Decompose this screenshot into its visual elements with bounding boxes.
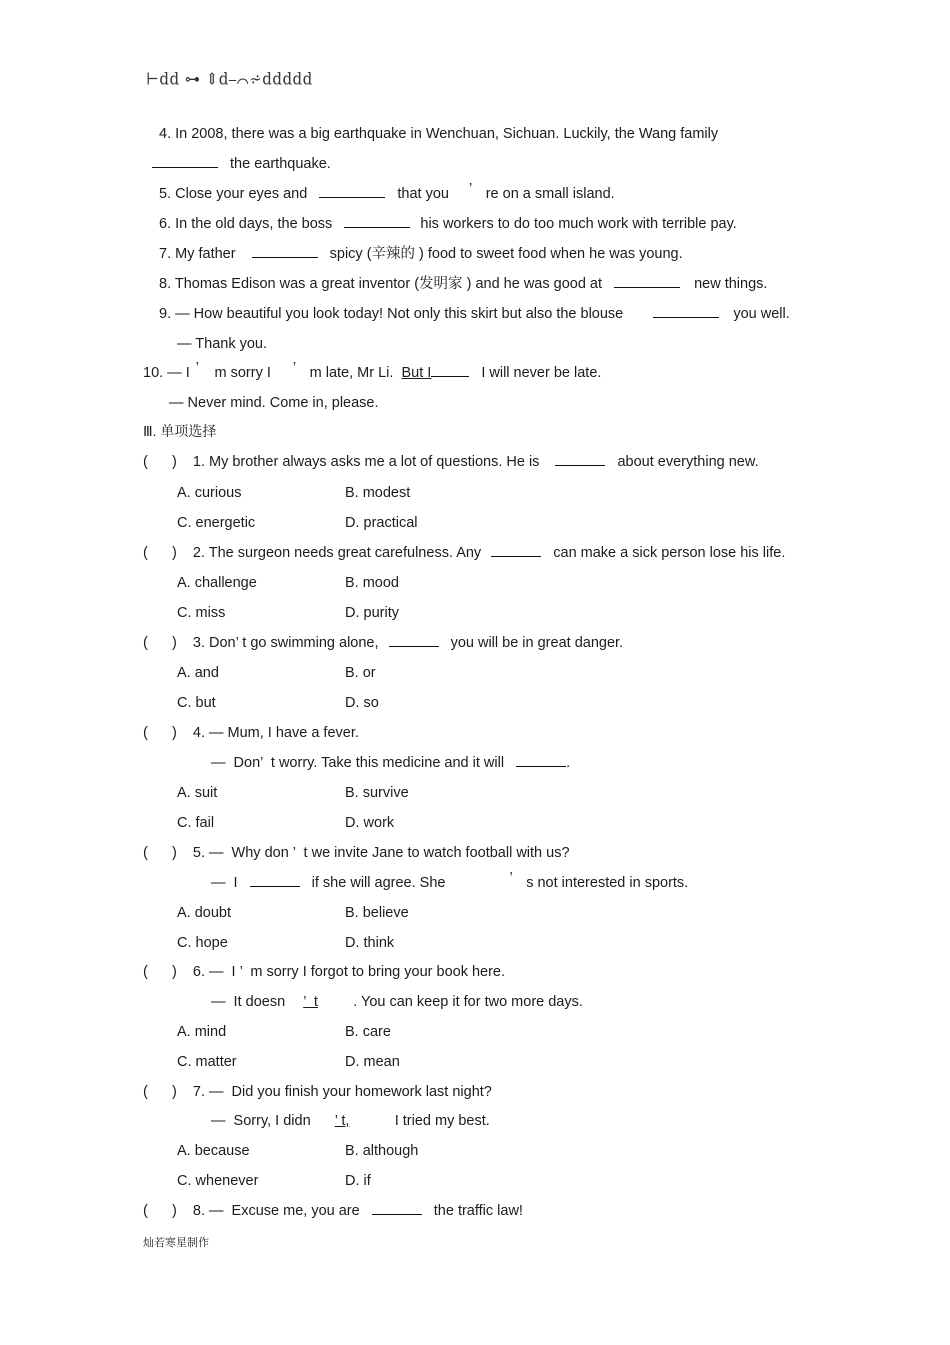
answer-blank[interactable] (555, 453, 605, 466)
answer-blank[interactable] (516, 754, 566, 767)
fill-item-5 (159, 181, 615, 203)
fill-item-text: m sorry I (214, 365, 271, 381)
header-scribble: ⊢dd ⊶ ⇕d⎯⌒⩫ddddd (146, 69, 313, 89)
option-c[interactable]: C. energetic (177, 515, 256, 531)
answer-blank[interactable] (491, 544, 541, 557)
apostrophe: ’ (195, 360, 199, 376)
option-c[interactable]: C. matter (177, 1054, 237, 1070)
fill-item-6 (159, 215, 737, 233)
fill-item-8 (159, 275, 767, 293)
option-b[interactable]: B. believe (345, 905, 409, 921)
answer-blank[interactable] (372, 1202, 422, 1215)
fill-item-text: the earthquake. (230, 156, 331, 172)
option-c[interactable]: C. miss (177, 605, 226, 621)
underlined-blank[interactable]: ’ t (303, 994, 318, 1010)
mcq-8 (143, 1202, 523, 1220)
mcq-5-reply (211, 870, 689, 892)
answer-paren[interactable]: ( ) (143, 964, 177, 980)
option-b[interactable]: B. care (345, 1024, 391, 1040)
mcq-4-reply (211, 754, 570, 772)
apostrophe: ’ (292, 360, 296, 376)
answer-blank[interactable] (152, 155, 218, 168)
mcq-3 (143, 634, 623, 652)
apostrophe: ’ (469, 181, 472, 197)
question-text: 1. My brother always asks me a lot of questions. He is (192, 454, 540, 470)
fill-item-text: 8. Thomas Edison was a great inventor (发明家 ) and he was good at (159, 276, 603, 292)
question-text: — Don’ t worry. Take this medicine and it will (211, 755, 505, 771)
fill-item-text: m late, Mr Li. (309, 365, 394, 381)
option-b[interactable]: B. although (345, 1143, 419, 1159)
question-text: — I (211, 875, 238, 891)
fill-item-text: re on a small island. (485, 186, 615, 202)
fill-item-9 (159, 305, 790, 323)
mcq-7 (143, 1083, 492, 1101)
question-text: about everything new. (617, 454, 759, 470)
answer-paren[interactable]: ( ) (143, 845, 177, 861)
mcq-6 (143, 963, 505, 981)
option-d[interactable]: D. practical (345, 515, 418, 531)
option-b[interactable]: B. survive (345, 785, 409, 801)
option-b[interactable]: B. modest (345, 485, 411, 501)
fill-item-text: 5. Close your eyes and (159, 186, 308, 202)
answer-blank[interactable] (250, 874, 300, 887)
answer-paren[interactable]: ( ) (143, 1203, 177, 1219)
fill-item-text: you well. (733, 306, 790, 322)
apostrophe: ’ (509, 870, 513, 886)
option-d[interactable]: D. if (345, 1173, 371, 1189)
question-text: s not interested in sports. (526, 875, 689, 891)
fill-item-text: 9. — How beautiful you look today! Not only this skirt but also the blouse (159, 306, 624, 322)
question-text: can make a sick person lose his life. (553, 545, 786, 561)
fill-item-text: 10. — I (143, 365, 190, 381)
question-text: the traffic law! (433, 1203, 523, 1219)
underlined-text: But I (401, 365, 432, 381)
mcq-4 (143, 724, 359, 742)
mcq-2 (143, 544, 785, 562)
mcq-7-reply (211, 1112, 490, 1130)
answer-paren[interactable]: ( ) (143, 725, 177, 741)
answer-blank[interactable] (653, 305, 719, 318)
fill-item-text: spicy (辛辣的 ) food to sweet food when he was young. (329, 246, 683, 262)
fill-item-9-reply: — Thank you. (177, 336, 268, 352)
question-text: you will be in great danger. (450, 635, 624, 651)
option-c[interactable]: C. fail (177, 815, 215, 831)
mcq-6-reply (211, 993, 583, 1011)
fill-item-text: new things. (694, 276, 768, 292)
answer-paren[interactable]: ( ) (143, 545, 177, 561)
option-a[interactable]: A. challenge (177, 575, 257, 591)
answer-paren[interactable]: ( ) (143, 635, 177, 651)
fill-item-text: 6. In the old days, the boss (159, 216, 333, 232)
underlined-blank[interactable]: ’ t, (334, 1113, 350, 1129)
fill-item-7 (159, 245, 683, 263)
fill-item-text: 4. In 2008, there was a big earthquake in Wenchuan, Sichuan. Luckily, the Wang family (159, 126, 719, 142)
option-c[interactable]: C. whenever (177, 1173, 259, 1189)
answer-paren[interactable]: ( ) (143, 1084, 177, 1100)
mcq-1 (143, 453, 759, 471)
fill-item-10-reply: — Never mind. Come in, please. (169, 395, 379, 411)
section-title: Ⅲ. 单项选择 (143, 423, 217, 439)
fill-item-text: 7. My father (159, 246, 236, 262)
fill-item-text: his workers to do too much work with terrible pay. (420, 216, 737, 232)
option-a[interactable]: A. curious (177, 485, 242, 501)
option-b[interactable]: B. mood (345, 575, 399, 591)
question-text: . (566, 755, 571, 771)
option-b[interactable]: B. or (345, 665, 376, 681)
option-d[interactable]: D. think (345, 935, 395, 951)
question-text: 5. — Why don ’ t we invite Jane to watch football with us? (192, 845, 570, 861)
question-text: 3. Don’ t go swimming alone, (192, 635, 379, 651)
question-text: — Sorry, I didn (211, 1113, 311, 1129)
question-text: 6. — I ’ m sorry I forgot to bring your book here. (192, 964, 506, 980)
question-text: . You can keep it for two more days. (353, 994, 583, 1010)
question-text: 2. The surgeon needs great carefulness. Any (192, 545, 482, 561)
answer-blank[interactable] (319, 185, 385, 198)
question-text: 7. — Did you finish your homework last night? (192, 1084, 492, 1100)
option-a[interactable]: A. doubt (177, 905, 232, 921)
answer-blank[interactable] (344, 215, 410, 228)
option-d[interactable]: D. mean (345, 1054, 400, 1070)
question-text: if she will agree. She (311, 875, 446, 891)
answer-blank[interactable] (252, 245, 318, 258)
option-d[interactable]: D. so (345, 695, 379, 711)
option-d[interactable]: D. work (345, 815, 395, 831)
option-a[interactable]: A. mind (177, 1024, 227, 1040)
question-text: 8. — Excuse me, you are (192, 1203, 360, 1219)
option-d[interactable]: D. purity (345, 605, 399, 621)
fill-item-4-line2 (152, 155, 331, 173)
answer-blank[interactable] (431, 364, 469, 377)
mcq-5 (143, 844, 570, 862)
option-a[interactable]: A. suit (177, 785, 218, 801)
answer-blank[interactable] (614, 275, 680, 288)
option-a[interactable]: A. and (177, 665, 219, 681)
answer-blank[interactable] (389, 634, 439, 647)
option-c[interactable]: C. but (177, 695, 216, 711)
fill-item-text: that you (397, 186, 449, 202)
question-text: 4. — Mum, I have a fever. (192, 725, 359, 741)
fill-item-10 (143, 360, 602, 382)
fill-item-4 (159, 125, 718, 143)
option-c[interactable]: C. hope (177, 935, 228, 951)
question-text: — It doesn (211, 994, 286, 1010)
option-a[interactable]: A. because (177, 1143, 250, 1159)
fill-item-text: I will never be late. (481, 365, 602, 381)
page-footer: 灿若寒星制作 (143, 1237, 209, 1249)
answer-paren[interactable]: ( ) (143, 454, 177, 470)
question-text: I tried my best. (394, 1113, 490, 1129)
